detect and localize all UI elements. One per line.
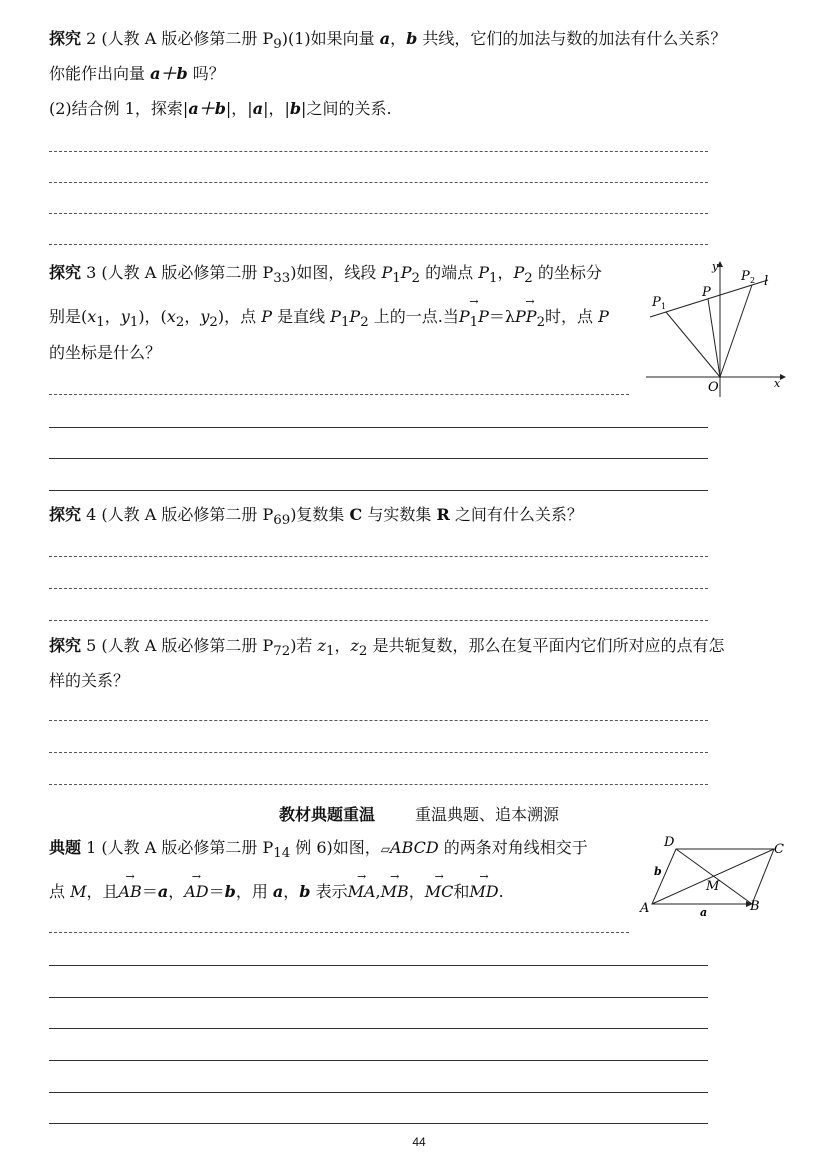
- answer-line[interactable]: [49, 965, 708, 966]
- x-axis-label: x: [774, 377, 781, 390]
- page-number: 44: [412, 1135, 426, 1149]
- explore5-line1: 探究 5 (人教 A 版必修第二册 $P_{72}$)若 $z_1$，$z_2$ 是共轭复数，那么在复平面内它们所对应的点有怎: [49, 636, 725, 660]
- point-p-label: P: [702, 285, 711, 300]
- explore3-line2: 别是($x_1$，$y_1$)，($x_2$，$y_2$)，点 P 是直线 $P_1P_2$ 上的一点.当→ $P_1P=\lambda\to PP_2$时，点 P: [49, 307, 609, 333]
- answer-line[interactable]: [49, 1060, 708, 1061]
- coordinate-figure: [640, 255, 790, 405]
- answer-line[interactable]: [49, 752, 708, 753]
- answer-line[interactable]: [49, 620, 708, 621]
- y-axis-label: y: [712, 260, 719, 273]
- answer-line[interactable]: [49, 932, 629, 933]
- svg-text:2: 2: [750, 276, 756, 285]
- center-m-label: M: [706, 879, 720, 894]
- answer-line[interactable]: [49, 151, 708, 152]
- vertex-a-label: A: [640, 901, 650, 916]
- answer-line[interactable]: [49, 1028, 708, 1029]
- explore3-line3: 的坐标是什么？: [49, 343, 162, 362]
- answer-line[interactable]: [49, 213, 708, 214]
- answer-line[interactable]: [49, 784, 708, 785]
- answer-line[interactable]: [49, 394, 629, 395]
- point-p1-label: P: [652, 295, 661, 310]
- example1-line1: 典题 1 (人教 A 版必修第二册 $P_{14}$ 例 6)如图，▱ABCD 的两条对角线相交于: [49, 838, 588, 862]
- line-l-label: l: [764, 274, 769, 289]
- answer-line[interactable]: [49, 427, 708, 428]
- vertex-d-label: D: [664, 835, 675, 850]
- section-subtitle: 重温典题、追本溯源: [415, 805, 560, 824]
- section-heading: [0, 802, 838, 825]
- explore2-line1: 探究 2 (人教 A 版必修第二册 $P_9)(1)$如果向量 a，b 共线，它们的加法与数的加法有什么关系？: [49, 29, 727, 53]
- vector-pp2: → $PP_2$: [515, 307, 545, 333]
- section-title: 教材典题重温: [278, 805, 375, 824]
- answer-line[interactable]: [49, 490, 708, 491]
- side-a-label: a: [700, 906, 708, 919]
- explore2-label: 探究: [49, 29, 82, 48]
- explore5-line2: 样的关系？: [49, 671, 130, 690]
- point-p2-label: P: [741, 269, 750, 284]
- answer-line[interactable]: [49, 182, 708, 183]
- answer-line[interactable]: [49, 244, 708, 245]
- side-b-label: b: [654, 865, 662, 878]
- answer-line[interactable]: [49, 997, 708, 998]
- explore2-line2: 你能作出向量 a＋b 吗？: [49, 64, 225, 83]
- explore4-line1: 探究 4 (人教 A 版必修第二册 $P_{69}$)复数集 C 与实数集 R 之间有什么关系？: [49, 505, 583, 529]
- explore3-line1: 探究 3 (人教 A 版必修第二册 $P_{33}$)如图，线段 $P_1P_2$ 的端点 $P_1$，$P_2$ 的坐标分: [49, 263, 602, 287]
- answer-line[interactable]: [49, 556, 708, 557]
- vector-p1p: → $P_1P$: [459, 307, 489, 333]
- answer-line[interactable]: [49, 458, 708, 459]
- answer-line[interactable]: [49, 588, 708, 589]
- example1-line2: 点 M，且→ AB＝a，→ AD＝b，用 a，b 表示→ MA,→ MB，→ MC和→ MD.: [49, 882, 504, 902]
- svg-text:1: 1: [661, 302, 667, 311]
- answer-line[interactable]: [49, 1123, 708, 1124]
- vertex-c-label: C: [774, 842, 784, 857]
- answer-line[interactable]: [49, 1092, 708, 1093]
- answer-line[interactable]: [49, 720, 708, 721]
- parallelogram-figure: [638, 832, 788, 922]
- origin-label: O: [708, 380, 719, 395]
- explore2-line3: (2)结合例 1，探索|a＋b|，|a|，|b|之间的关系.: [49, 99, 392, 118]
- vertex-b-label: B: [750, 899, 760, 914]
